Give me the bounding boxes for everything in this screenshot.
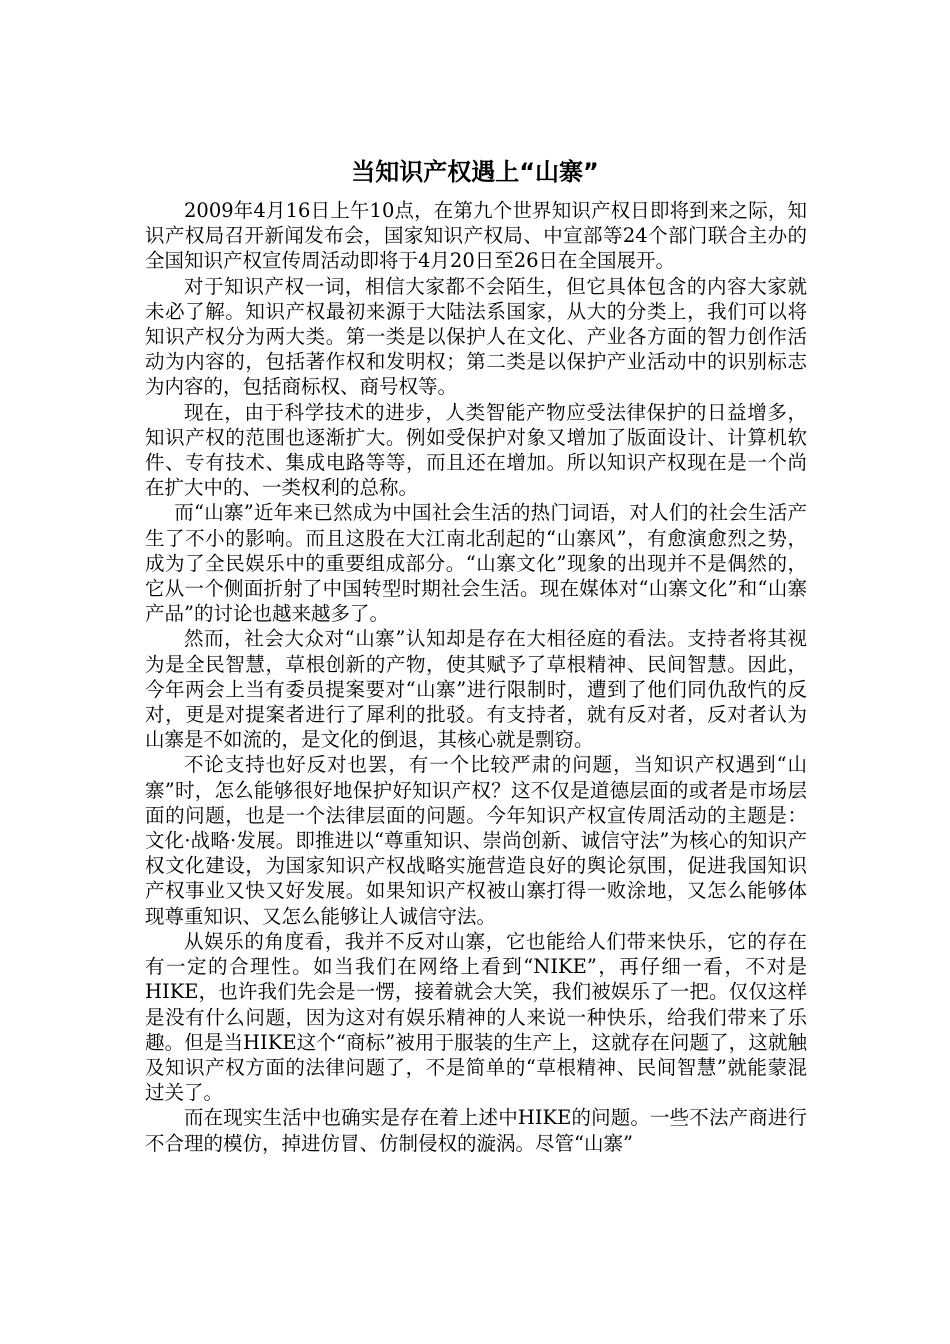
- paragraph-6: 不论支持也好反对也罢，有一个比较严肃的问题，当知识产权遇到“山寨”时，怎么能够很好地保护好知识产权？这不仅是道德层面的或者是市场层面的问题，也是一个法律层面的问题。今年知识产权宣传周活动的主题是：文化·战略·发展。即推进以“尊重知识、崇尚创新、诚信守法”为核心的知识产权文化建设，为国家知识产权战略实施营造良好的舆论氛围，促进我国知识产权事业又快又好发展。如果知识产权被山寨打得一败涂地，又怎么能够体现尊重知识、又怎么能够让人诚信守法。: [145, 753, 807, 928]
- document-body: [145, 198, 807, 1156]
- paragraph-1: 2009年4月16日上午10点，在第九个世界知识产权日即将到来之际，知识产权局召开新闻发布会，国家知识产权局、中宣部等24个部门联合主办的全国知识产权宣传周活动即将于4月20日至26日在全国展开。: [145, 199, 807, 273]
- paragraph-5: 然而，社会大众对“山寨”认知却是存在大相径庭的看法。支持者将其视为是全民智慧，草根创新的产物，使其赋予了草根精神、民间智慧。因此，今年两会上当有委员提案要对“山寨”进行限制时，遭到了他们同仇敌忾的反对，更是对提案者进行了犀利的批驳。有支持者，就有反对者，反对者认为山寨是不如流的，是文化的倒退，其核心就是剽窃。: [145, 627, 807, 752]
- paragraph-8: 而在现实生活中也确实是存在着上述中HIKE的问题。一些不法产商进行不合理的模仿，掉进仿冒、仿制侵权的漩涡。尽管“山寨”: [145, 1106, 807, 1155]
- document-title: 当知识产权遇上“山寨”: [351, 158, 599, 186]
- paragraph-7: 从娱乐的角度看，我并不反对山寨，它也能给人们带来快乐，它的存在有一定的合理性。如当我们在网络上看到“NIKE”，再仔细一看，不对是HIKE，也许我们先会是一愣，接着就会大笑，我们被娱乐了一把。仅仅这样是没有什么问题，因为这对有娱乐精神的人来说一种快乐，给我们带来了乐趣。但是当HIKE这个“商标”被用于服装的生产上，这就存在问题了，这就触及知识产权方面的法律问题了，不是简单的“草根精神、民间智慧”就能蒙混过关了。: [145, 929, 807, 1105]
- paragraph-2: 对于知识产权一词，相信大家都不会陌生，但它具体包含的内容大家就未必了解。知识产权最初来源于大陆法系国家，从大的分类上，我们可以将知识产权分为两大类。第一类是以保护人在文化、产业各方面的智力创作活动为内容的，包括著作权和发明权；第二类是以保护产业活动中的识别标志为内容的，包括商标权、商号权等。: [145, 274, 807, 399]
- paragraph-3: 现在，由于科学技术的进步，人类智能产物应受法律保护的日益增多，知识产权的范围也逐渐扩大。例如受保护对象又增加了版面设计、计算机软件、专有技术、集成电路等等，而且还在增加。所以知识产权现在是一个尚在扩大中的、一类权利的总称。: [145, 400, 807, 500]
- paragraph-4: 而“山寨”近年来已然成为中国社会生活的热门词语，对人们的社会生活产生了不小的影响。而且这股在大江南北刮起的“山寨风”，有愈演愈烈之势，成为了全民娱乐中的重要组成部分。“山寨文化”现象的出现并不是偶然的，它从一个侧面折射了中国转型时期社会生活。现在媒体对“山寨文化”和“山寨产品”的讨论也越来越多了。: [145, 501, 807, 626]
